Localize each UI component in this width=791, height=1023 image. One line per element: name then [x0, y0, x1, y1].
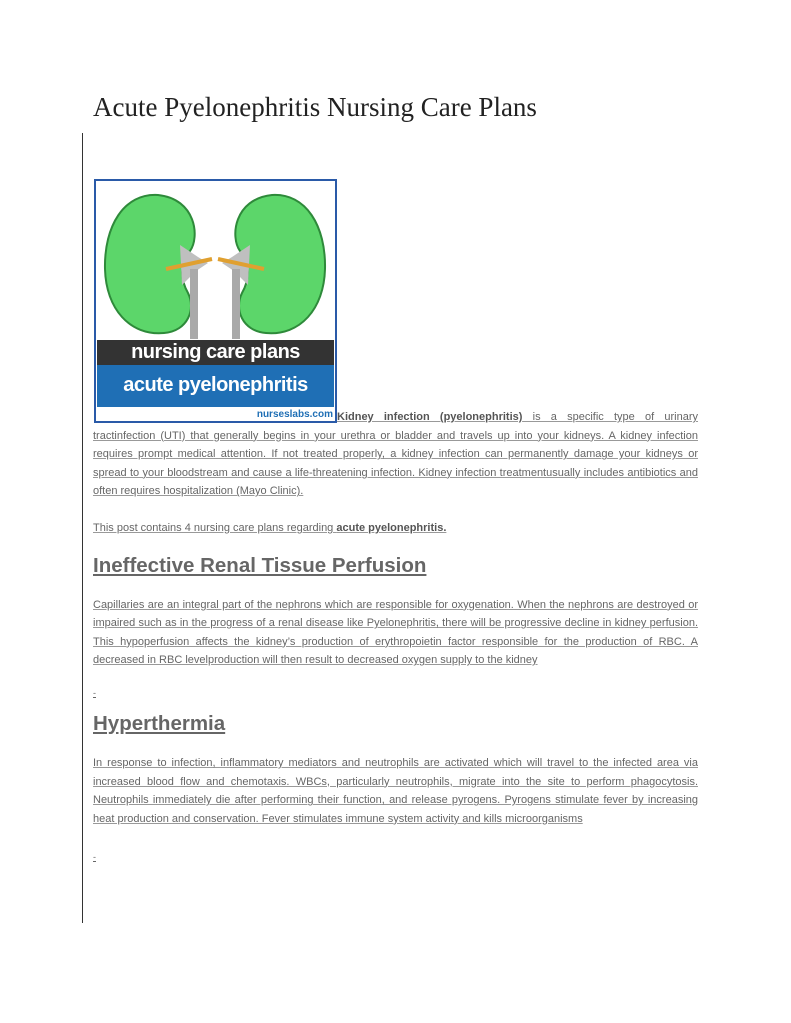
section-text-renal-perfusion: Capillaries are an integral part of the nephrons which are responsible for oxygenation. When the nephrons are destroyed or impaired such as in the progress of a renal disease like Pyelonephritis, there will be progressive decline in kidney perfusion. This hypoperfusion affects the kidney’s production of erythropoietin factor responsible for the production of RBC. A decreased in RBC levelproduction will then result to decreased oxygen supply to the kidney	[93, 598, 698, 667]
kidney-figure	[94, 179, 337, 423]
section-heading-hyperthermia: Hyperthermia	[93, 711, 226, 735]
figure-band-bottom: acute pyelonephritis	[97, 365, 334, 407]
section-dash-1: -	[93, 687, 96, 698]
page-title: Acute Pyelonephritis Nursing Care Plans	[93, 92, 537, 122]
left-rule	[82, 133, 83, 923]
post-note: This post contains 4 nursing care plans regarding acute pyelonephritis.	[93, 521, 447, 534]
section-heading-renal-perfusion: Ineffective Renal Tissue Perfusion	[93, 553, 427, 577]
brand-logo: nurseslabs.com	[256, 409, 333, 420]
intro-term: Kidney infection (pyelonephritis)	[337, 411, 523, 423]
figure-band-top: nursing care plans	[97, 340, 334, 365]
kidney-illustration	[96, 181, 335, 341]
section-text-hyperthermia: In response to infection, inflammatory mediators and neutrophils are activated which will travel to the infected area via increased blood flow and chemotaxis. WBCs, particularly neutrophils, migrate into the site to perform phagocytosis. Neutrophils immediately die after performing their function, and release pyrogens. Pyrogens stimulate fever by increasing heat production and conservation. Fever stimulates immune system activity and kills microorganisms	[93, 756, 698, 825]
post-note-term: acute pyelonephritis.	[336, 521, 447, 534]
article-body	[93, 179, 698, 862]
section-dash-2: -	[93, 852, 96, 863]
intro-text: is a specific type of urinary tractinfection (UTI) that generally begins in your urethra or bladder and travels up into your kidneys. A kidney infection requires prompt medical attention. If not treated properly, a kidney infection can permanently damage your kidneys or spread to your bloodstream and cause a life-threatening infection. Kidney infection treatmentusually includes antibiotics and often requires hospitalization (Mayo Clinic).	[93, 411, 699, 498]
